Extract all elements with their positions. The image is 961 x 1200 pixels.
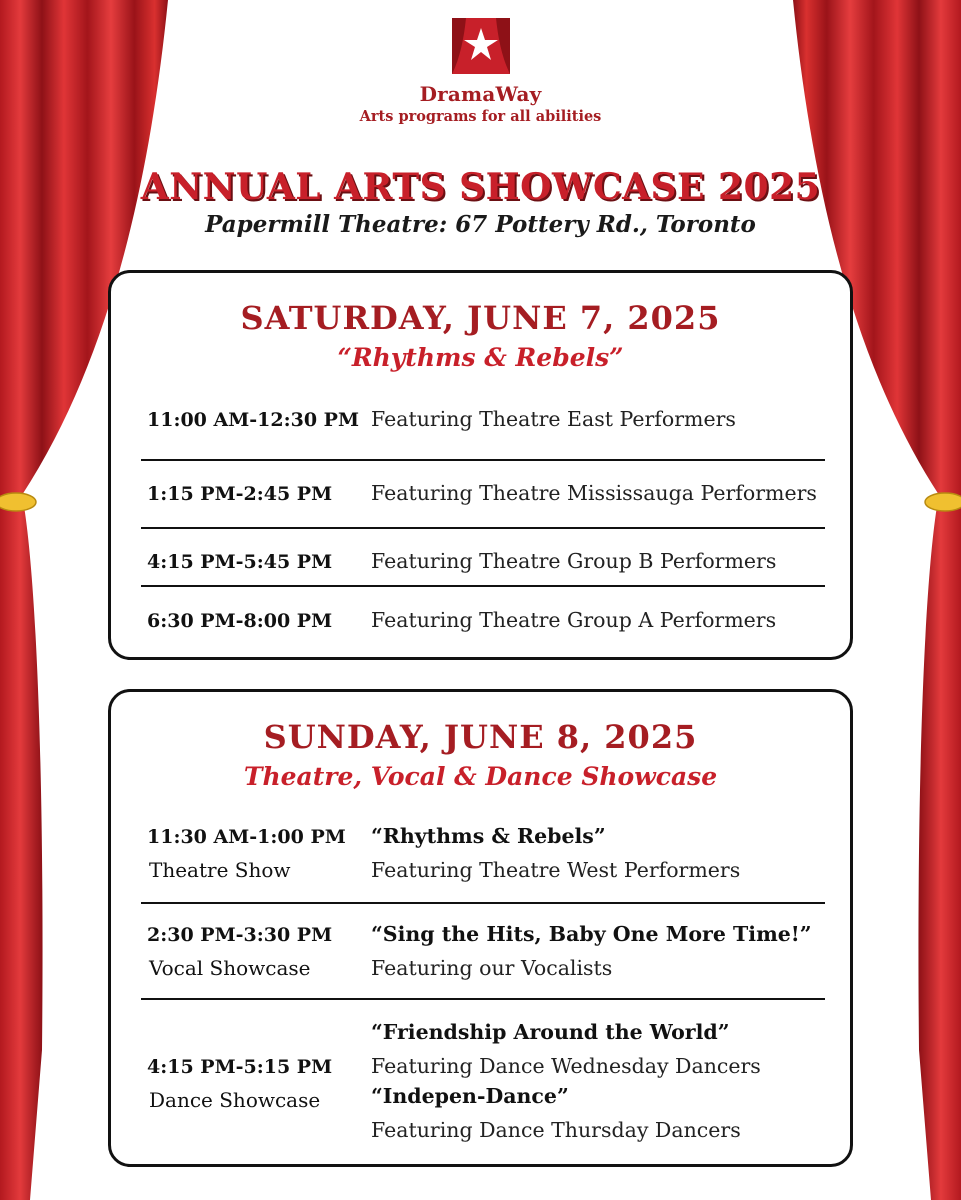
event-title: ANNUAL ARTS SHOWCASE 2025 — [140, 166, 821, 208]
row-description: Featuring Theatre Group A Performers — [371, 608, 777, 632]
divider — [141, 902, 825, 904]
show-title: “Friendship Around the World” — [371, 1020, 730, 1044]
sunday-schedule-card — [108, 689, 853, 1167]
divider — [141, 527, 825, 529]
row-description: Featuring Theatre East Performers — [371, 407, 736, 431]
row-time: 4:15 PM-5:45 PM — [147, 551, 333, 573]
divider — [141, 459, 825, 461]
row-type: Vocal Showcase — [149, 956, 311, 980]
row-time: 2:30 PM-3:30 PM — [147, 924, 333, 946]
saturday-schedule-card — [108, 270, 853, 660]
row-description: Featuring Dance Thursday Dancers — [371, 1118, 741, 1142]
divider — [141, 585, 825, 587]
row-description: Featuring our Vocalists — [371, 956, 613, 980]
row-description: Featuring Theatre Group B Performers — [371, 549, 777, 573]
row-time: 1:15 PM-2:45 PM — [147, 483, 333, 505]
show-title: “Rhythms & Rebels” — [371, 824, 606, 848]
row-type: Dance Showcase — [149, 1088, 321, 1112]
row-description: Featuring Theatre Mississauga Performers — [371, 481, 817, 505]
logo — [0, 18, 961, 125]
row-description: Featuring Theatre West Performers — [371, 858, 741, 882]
row-time: 11:00 AM-12:30 PM — [147, 409, 359, 431]
row-time: 11:30 AM-1:00 PM — [147, 826, 346, 848]
saturday-subtitle: “Rhythms & Rebels” — [337, 343, 624, 372]
sunday-date: SUNDAY, JUNE 8, 2025 — [263, 718, 698, 756]
curtain-tieback — [0, 493, 36, 511]
divider — [141, 998, 825, 1000]
show-title: “Sing the Hits, Baby One More Time!” — [371, 922, 812, 946]
event-venue: Papermill Theatre: 67 Pottery Rd., Toronto — [205, 211, 756, 238]
sunday-subtitle: Theatre, Vocal & Dance Showcase — [243, 762, 718, 791]
brand-tagline: Arts programs for all abilities — [359, 108, 602, 125]
theatre-logo-icon — [452, 18, 510, 74]
saturday-date: SATURDAY, JUNE 7, 2025 — [240, 299, 721, 337]
curtain-tieback — [925, 493, 961, 511]
brand-name: DramaWay — [419, 82, 542, 106]
row-time: 6:30 PM-8:00 PM — [147, 610, 333, 632]
row-type: Theatre Show — [149, 858, 291, 882]
row-time: 4:15 PM-5:15 PM — [147, 1056, 333, 1078]
row-description: Featuring Dance Wednesday Dancers — [371, 1054, 761, 1078]
show-title: “Indepen-Dance” — [371, 1084, 569, 1108]
